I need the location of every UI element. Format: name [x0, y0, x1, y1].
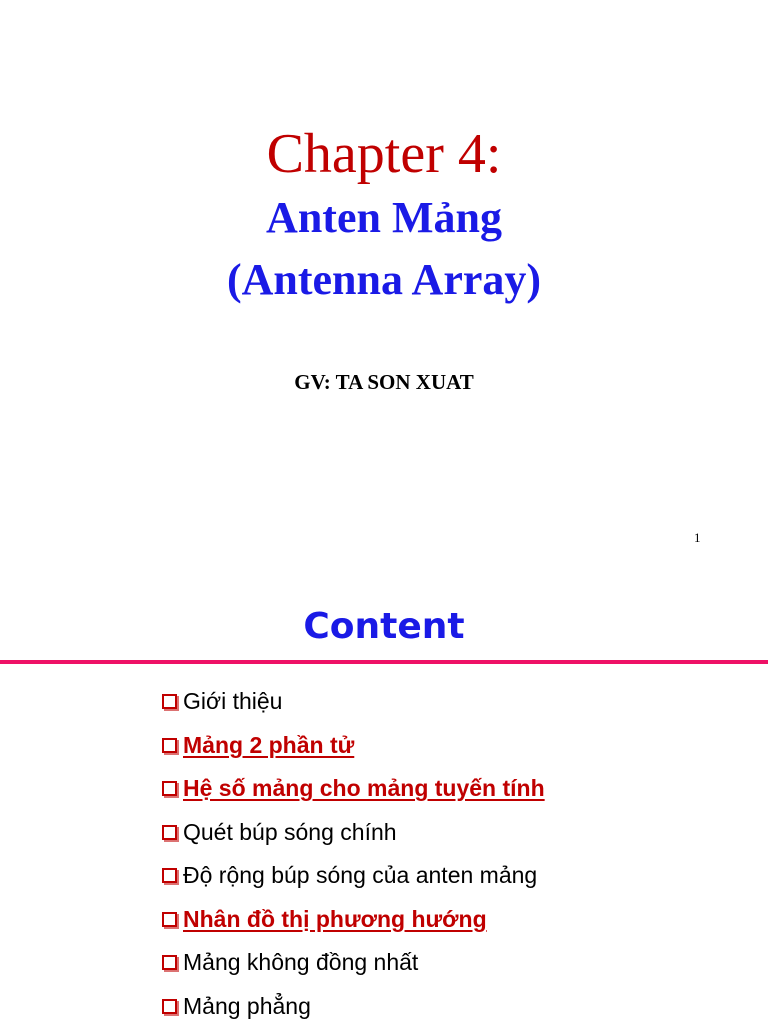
toc-item-label: Mảng phẳng — [183, 993, 311, 1020]
toc-item-nonuniform-array — [162, 941, 545, 985]
title-divider — [0, 660, 768, 664]
checkbox-icon — [162, 825, 177, 840]
checkbox-icon — [162, 912, 177, 927]
table-of-contents — [162, 680, 545, 1028]
toc-item-label[interactable]: Hệ số mảng cho mảng tuyến tính — [183, 775, 545, 802]
toc-item-label: Mảng không đồng nhất — [183, 949, 418, 976]
toc-item-label[interactable]: Nhân đồ thị phương hướng — [183, 906, 487, 933]
toc-item-beamwidth — [162, 854, 545, 898]
subtitle-vietnamese: Anten Mảng — [0, 190, 768, 246]
page-number: 1 — [694, 530, 701, 546]
chapter-title: Chapter 4: — [0, 118, 768, 190]
toc-item-label: Độ rộng búp sóng của anten mảng — [183, 862, 537, 889]
toc-item-beam-scanning — [162, 811, 545, 855]
toc-item-label: Giới thiệu — [183, 688, 282, 715]
subtitle-english: (Antenna Array) — [0, 252, 768, 308]
checkbox-icon — [162, 694, 177, 709]
checkbox-icon — [162, 781, 177, 796]
toc-item-pattern-multiplication[interactable] — [162, 898, 545, 942]
lecturer-name: GV: TA SON XUAT — [0, 370, 768, 395]
toc-item-two-element-array[interactable] — [162, 724, 545, 768]
content-title: Content — [0, 602, 768, 652]
content-slide — [0, 576, 768, 1024]
toc-item-label: Quét búp sóng chính — [183, 819, 397, 846]
checkbox-icon — [162, 999, 177, 1014]
checkbox-icon — [162, 738, 177, 753]
toc-item-array-factor[interactable] — [162, 767, 545, 811]
checkbox-icon — [162, 868, 177, 883]
checkbox-icon — [162, 955, 177, 970]
toc-item-introduction — [162, 680, 545, 724]
toc-item-label[interactable]: Mảng 2 phần tử — [183, 732, 354, 759]
toc-item-planar-array — [162, 985, 545, 1028]
